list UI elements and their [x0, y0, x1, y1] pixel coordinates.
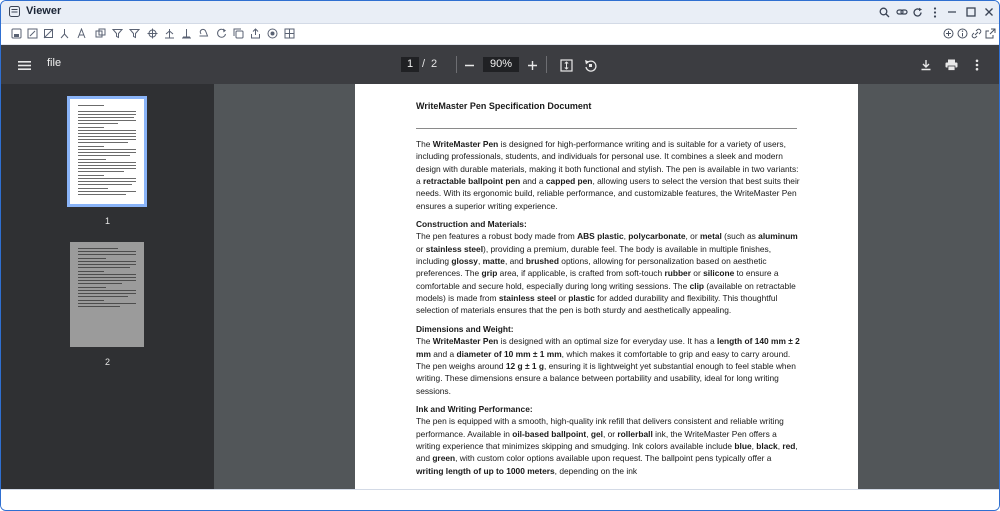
window-title: Viewer	[26, 5, 62, 17]
document-filename: file	[47, 57, 62, 69]
external-icon[interactable]	[984, 27, 997, 40]
page-thumbnail-1[interactable]	[70, 99, 144, 204]
link-icon[interactable]	[970, 27, 983, 40]
bold-text: rollerball	[617, 428, 653, 439]
share-icon[interactable]	[249, 27, 262, 40]
zoom-out-icon[interactable]	[460, 56, 478, 74]
refresh-icon[interactable]	[909, 4, 925, 20]
thumbnail-sidebar	[1, 84, 214, 489]
add-circle-icon[interactable]	[942, 27, 955, 40]
bold-text: glossy	[451, 256, 478, 267]
bold-text: stainless steel	[425, 243, 484, 254]
bold-text: blue	[734, 440, 752, 451]
bold-text: brushed	[525, 256, 559, 267]
tool-toolbar	[1, 24, 999, 45]
close-icon[interactable]	[981, 4, 997, 20]
bold-text: plastic	[568, 293, 595, 304]
bold-text: matte	[482, 256, 505, 267]
edit-icon[interactable]	[26, 27, 39, 40]
link-icon[interactable]	[894, 4, 910, 20]
bold-text: polycarbonate	[628, 231, 686, 242]
info-icon[interactable]	[956, 27, 969, 40]
rotate-icon[interactable]	[581, 56, 599, 74]
bold-text: capped pen	[545, 176, 593, 187]
bold-text: WriteMaster Pen	[432, 139, 499, 149]
bold-text: grip	[481, 268, 498, 279]
bold-text: red	[782, 440, 796, 451]
bold-text: rubber	[664, 268, 691, 279]
fit-page-icon[interactable]	[557, 56, 575, 74]
document-title: WriteMaster Pen Specification Document	[416, 101, 592, 111]
thumbnail-label-2: 2	[104, 357, 110, 367]
document-page	[355, 84, 858, 489]
search-icon[interactable]	[876, 4, 892, 20]
crop-icon[interactable]	[42, 27, 55, 40]
bold-text: length of 140 mm ± 2 mm	[416, 336, 800, 359]
document-body	[416, 138, 800, 483]
section-heading: Ink and Writing Performance:	[416, 403, 533, 414]
zoom-in-icon[interactable]	[523, 56, 541, 74]
layers-icon[interactable]	[94, 27, 107, 40]
more-vert-icon[interactable]	[968, 56, 986, 74]
app-icon	[9, 6, 20, 17]
thumbnail-label-1: 1	[104, 216, 110, 226]
bold-text: metal	[699, 231, 722, 242]
toolbar-divider	[456, 56, 457, 73]
bold-text: ABS plastic	[577, 231, 624, 242]
pdf-icon[interactable]	[75, 27, 88, 40]
merge-icon[interactable]	[163, 27, 176, 40]
split-icon[interactable]	[180, 27, 193, 40]
maximize-icon[interactable]	[963, 4, 979, 20]
menu-icon[interactable]	[15, 56, 33, 74]
section-paragraph: The pen is equipped with a smooth, high-quality ink refill that delivers consistent and reliable writing performance. Available in oil-based ballpoint, gel, or rollerball ink, the WriteMaster Pen offers a writing experience that minimizes skipping and smudging. Ink colors available include blue, black, red, and green, with custom color options available upon request. The ballpoint pens typically offer a writing length of up to 1000 meters, depending on the ink	[416, 416, 798, 476]
bold-text: clip	[689, 280, 705, 291]
save-icon[interactable]	[10, 27, 23, 40]
bold-text: retractable ballpoint pen	[423, 176, 521, 187]
bold-text: WriteMaster Pen	[432, 336, 499, 347]
pdf-toolbar	[1, 45, 999, 84]
bold-text: 12 g ± 1 g	[505, 360, 544, 371]
filter-outline-icon[interactable]	[128, 27, 141, 40]
document-viewer[interactable]	[214, 84, 999, 489]
more-vert-icon[interactable]	[927, 4, 943, 20]
bold-text: aluminum	[758, 231, 798, 242]
section-paragraph: The pen features a robust body made from ABS plastic, polycarbonate, or metal (such as aluminum or stainless steel), providing a premium, durable feel. The body is available in multiple finishes, including glossy, matte, and brushed options, allowing for personalization based on aesthetic preferences. The grip area, if applicable, is crafted from soft-touch rubber or silicone to ensure a comfortable and secure hold, especially during long writing sessions. The clip (available on retractable models) is made from stainless steel or plastic for added durability and flexibility. This thoughtful selection of materials ensures that the pen is both sturdy and aesthetically appealing.	[416, 231, 798, 316]
bold-text: stainless steel	[498, 293, 557, 304]
bold-text: oil-based ballpoint	[512, 428, 587, 439]
page-total: 2	[431, 58, 438, 70]
section-paragraph: The WriteMaster Pen is designed with an optimal size for everyday use. It has a length of 140 mm ± 2 mm and a diameter of 10 mm ± 1 mm, which makes it comfortable to grip and easy to carry around. The pen weighs around 12 g ± 1 g, ensuring it is lightweight yet substantial enough to feel stable when writing. These dimensions ensure a balance between portability and usability, ideal for long writing sessions.	[416, 336, 800, 396]
bold-text: diameter of 10 mm ± 1 mm	[456, 348, 562, 359]
bold-text: gel	[590, 428, 603, 439]
print-icon[interactable]	[942, 56, 960, 74]
filter-icon[interactable]	[111, 27, 124, 40]
minimize-icon[interactable]	[944, 4, 960, 20]
fork-icon[interactable]	[58, 27, 71, 40]
section-heading: Construction and Materials:	[416, 219, 527, 230]
page-number-input[interactable]: 1	[401, 57, 419, 72]
rotate-icon[interactable]	[215, 27, 228, 40]
target-icon[interactable]	[146, 27, 159, 40]
title-bar	[1, 1, 999, 24]
intro-paragraph: The WriteMaster Pen is designed for high-performance writing and is suitable for a variety of users, including professionals, students, and individuals for personal use. It combines a sleek and modern design with durable materials, making it both functional and stylish. The pen is available in two variants: a retractable ballpoint pen and a capped pen, allowing users to select the version that best suits their needs. With its ergonomic build, reliable performance, and customizable features, the WriteMaster Pen ensures a superior writing experience.	[416, 139, 800, 211]
copy-icon[interactable]	[232, 27, 245, 40]
zoom-input[interactable]: 90%	[483, 57, 519, 72]
download-icon[interactable]	[917, 56, 935, 74]
title-rule	[416, 128, 797, 129]
page-thumbnail-2[interactable]	[70, 242, 144, 347]
stamp-icon[interactable]	[197, 27, 210, 40]
page-separator: /	[422, 58, 426, 70]
grid-icon[interactable]	[283, 27, 296, 40]
status-area	[1, 489, 999, 511]
bold-text: green	[432, 453, 456, 464]
section-heading: Dimensions and Weight:	[416, 323, 514, 334]
toolbar-divider	[546, 56, 547, 73]
bold-text: black	[756, 440, 778, 451]
bold-text: silicone	[703, 268, 735, 279]
record-icon[interactable]	[266, 27, 279, 40]
bold-text: writing length of up to 1000 meters	[416, 465, 555, 476]
